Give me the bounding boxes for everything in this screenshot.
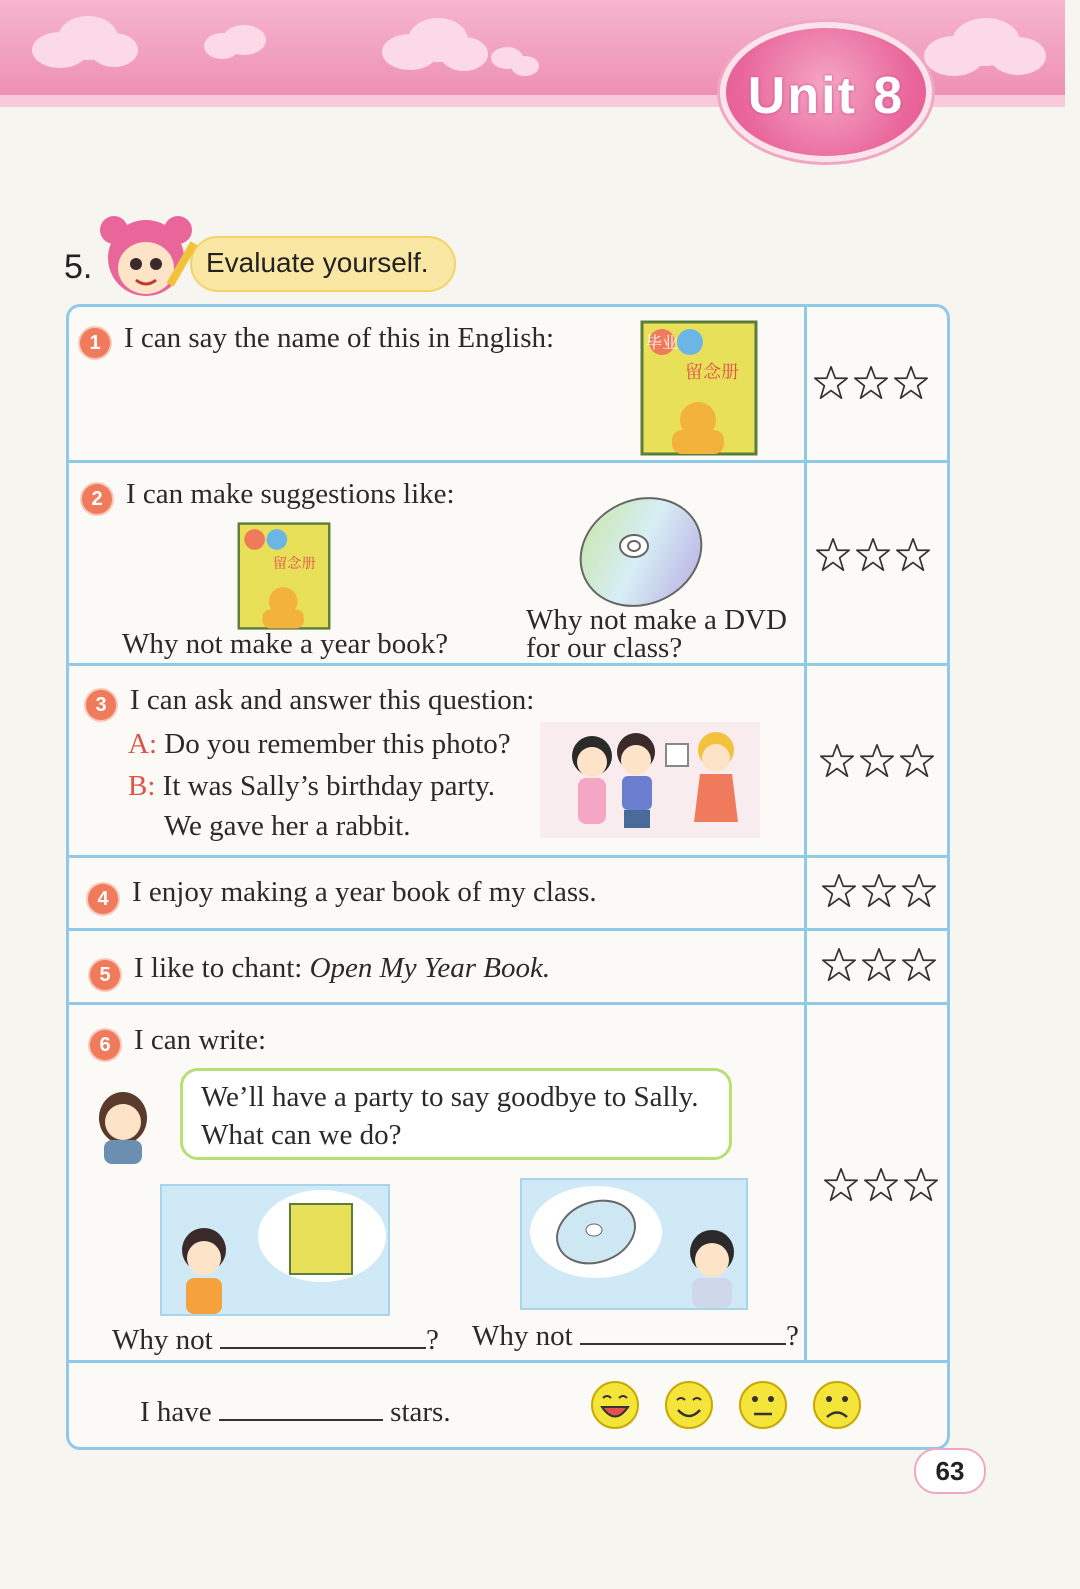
dvd-icon	[576, 494, 706, 610]
star-icon[interactable]	[858, 742, 896, 780]
star-icon[interactable]	[900, 946, 938, 984]
star-icon[interactable]	[902, 1166, 940, 1204]
star-icon[interactable]	[862, 1166, 900, 1204]
star-icon[interactable]	[894, 536, 932, 574]
svg-text:留念册: 留念册	[685, 362, 739, 383]
item-1-text: I can say the name of this in English:	[124, 322, 555, 354]
cloud-decoration	[380, 14, 490, 76]
star-icon[interactable]	[854, 536, 892, 574]
row-divider	[68, 1002, 948, 1005]
suggestion-example-2-cont: for our class?	[526, 632, 683, 664]
scene-dvd	[520, 1178, 748, 1310]
speaker-b-text-cont: We gave her a rabbit.	[164, 810, 411, 842]
unit-badge	[720, 22, 932, 162]
scene-year-book	[160, 1184, 390, 1316]
fill-in-blank-1[interactable]	[112, 1324, 439, 1357]
item-number-badge: 3	[86, 690, 116, 720]
section-title: Evaluate yourself.	[190, 236, 456, 292]
page-number: 63	[914, 1448, 986, 1494]
fill-in-blank-2[interactable]	[472, 1320, 799, 1353]
item-number-badge: 1	[80, 328, 110, 358]
chant-title: Open My Year Book.	[309, 952, 551, 984]
svg-text:留念册: 留念册	[272, 556, 316, 573]
cloud-decoration	[200, 22, 270, 62]
star-rating[interactable]	[818, 742, 940, 785]
star-rating[interactable]	[820, 872, 942, 915]
speaker-b-label: B:	[128, 770, 156, 802]
star-rating[interactable]	[820, 946, 942, 989]
speech-line-2: What can we do?	[201, 1119, 402, 1151]
row-divider	[68, 1360, 948, 1363]
suggestion-example-1: Why not make a year book?	[122, 628, 449, 660]
star-icon[interactable]	[814, 536, 852, 574]
laughing-face-icon[interactable]	[590, 1380, 640, 1430]
speech-bubble	[180, 1068, 732, 1160]
star-rating[interactable]	[814, 536, 936, 579]
item-number-badge: 2	[82, 484, 112, 514]
item-2-text: I can make suggestions like:	[126, 478, 455, 510]
blank-1-line[interactable]	[220, 1347, 426, 1349]
item-number-badge: 5	[90, 960, 120, 990]
girl-avatar-icon	[92, 1090, 154, 1164]
blank-2-line[interactable]	[580, 1343, 786, 1345]
smiling-face-icon[interactable]	[664, 1380, 714, 1430]
unit-label: Unit 8	[747, 67, 905, 125]
item-5-prefix: I like to chant:	[134, 952, 310, 984]
neutral-face-icon[interactable]	[738, 1380, 788, 1430]
item-4-text: I enjoy making a year book of my class.	[132, 876, 597, 908]
star-icon[interactable]	[822, 1166, 860, 1204]
summary-suffix: stars.	[390, 1396, 451, 1428]
star-icon[interactable]	[860, 946, 898, 984]
summary-text[interactable]	[140, 1396, 451, 1429]
star-icon[interactable]	[900, 872, 938, 910]
star-icon[interactable]	[892, 364, 930, 402]
star-icon[interactable]	[818, 742, 856, 780]
year-book-icon	[640, 320, 758, 456]
cloud-decoration	[30, 12, 140, 72]
blank-1-suffix: ?	[425, 1324, 439, 1356]
blank-2-prefix: Why not	[472, 1320, 573, 1352]
item-number-badge: 6	[90, 1030, 120, 1060]
summary-blank[interactable]	[219, 1419, 383, 1421]
column-divider	[804, 306, 807, 1360]
thinking-boy-illustration	[522, 1180, 746, 1308]
birthday-photo-illustration	[540, 722, 760, 838]
star-icon[interactable]	[812, 364, 850, 402]
suggestion-example-2: Why not make a DVD	[526, 604, 787, 636]
section-number: 5.	[64, 248, 93, 286]
item-5-text	[134, 952, 550, 985]
thinking-girl-illustration	[162, 1186, 388, 1314]
year-book-icon	[236, 522, 332, 630]
speaker-b-text: It was Sally’s birthday party.	[162, 770, 496, 802]
star-icon[interactable]	[898, 742, 936, 780]
svg-text:毕业: 毕业	[645, 333, 679, 352]
star-icon[interactable]	[820, 872, 858, 910]
star-icon[interactable]	[852, 364, 890, 402]
speech-line-1: We’ll have a party to say goodbye to Sally.	[201, 1081, 699, 1113]
row-divider	[68, 928, 948, 931]
row-divider	[68, 663, 948, 666]
blank-2-suffix: ?	[785, 1320, 799, 1352]
row-divider	[68, 855, 948, 858]
star-rating[interactable]	[822, 1166, 944, 1209]
speaker-a-label: A:	[128, 728, 157, 760]
summary-prefix: I have	[140, 1396, 212, 1428]
star-rating[interactable]	[812, 364, 934, 407]
speaker-a-text: Do you remember this photo?	[164, 728, 511, 760]
cloud-decoration	[920, 14, 1050, 84]
item-number-badge: 4	[88, 884, 118, 914]
cloud-decoration	[485, 38, 545, 78]
star-icon[interactable]	[820, 946, 858, 984]
mascot-icon	[96, 212, 204, 304]
star-icon[interactable]	[860, 872, 898, 910]
row-divider	[68, 460, 948, 463]
sad-face-icon[interactable]	[812, 1380, 862, 1430]
dialogue-b	[128, 770, 495, 803]
item-3-text: I can ask and answer this question:	[130, 684, 535, 716]
blank-1-prefix: Why not	[112, 1324, 213, 1356]
item-6-text: I can write:	[134, 1024, 267, 1056]
dialogue-a	[128, 728, 511, 761]
